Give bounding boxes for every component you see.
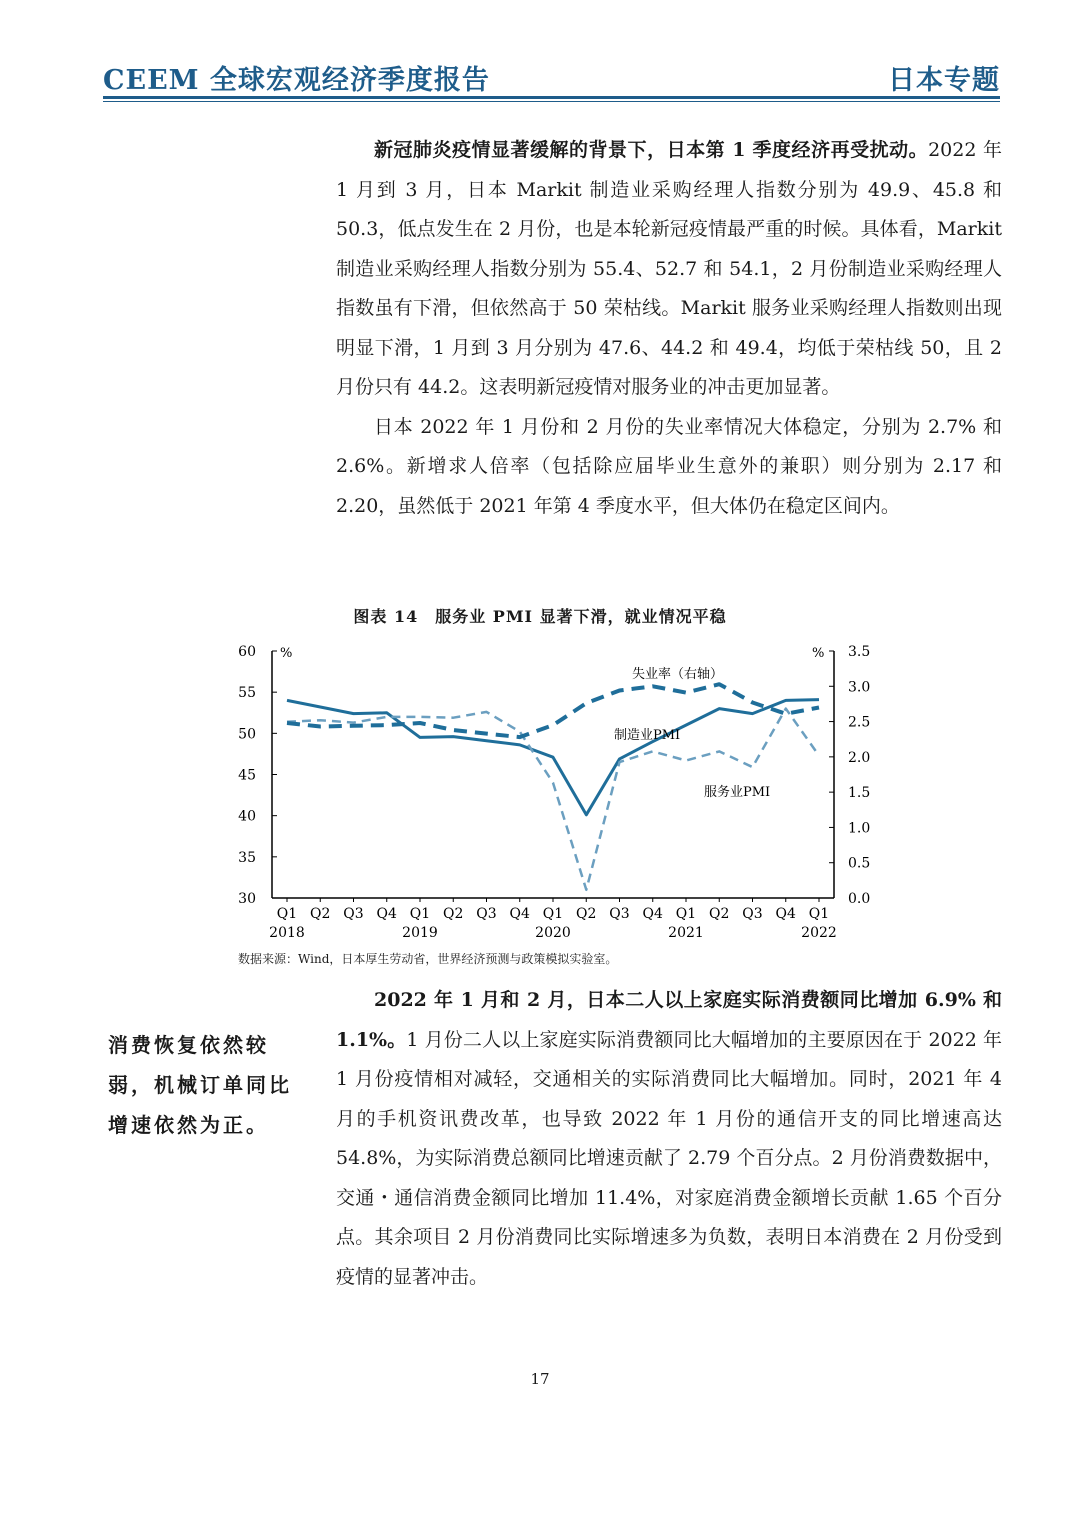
left-tick-label: 35 (238, 849, 256, 866)
left-tick-label: 50 (238, 726, 256, 743)
left-tick-label: 40 (238, 808, 256, 825)
section2-body: 1 月份二人以上家庭实际消费额同比大幅增加的主要原因在于 2022 年 1 月份疫情相对减轻，交通相关的实际消费同比大幅增加。同时，2021 年 4 月的手机资讯费改革，也导致 2022 年 1 月份的通信开支的同比增速高达 54.8%，为实际消费总额同比增速贡献了 2.79 个百分点。2 月份消费数据中，交通・通信消费金额同比增加 11.4%，对家庭消费金额增长贡献 1.65 个百分点。其余项目 2 月份消费同比实际增速多为负数，表明日本消费在 2 月份受到疫情的显著冲击。 (336, 1028, 1003, 1288)
report-title: CEEM 全球宏观经济季度报告 (103, 65, 490, 96)
services-label: 服务业PMI (704, 785, 771, 800)
unemployment-label: 失业率（右轴） (632, 667, 724, 682)
x-tick-label: Q3 (742, 906, 763, 922)
right-unit-label: % (812, 646, 825, 661)
header-divider (103, 96, 1000, 99)
x-tick-label: Q2 (310, 906, 331, 922)
x-tick-label: Q4 (775, 906, 796, 922)
x-tick-label: Q1 (542, 906, 564, 922)
section1-body: 2022 年 1 月到 3 月，日本 Markit 制造业采购经理人指数分别为 49.9、45.8 和 50.3，低点发生在 2 月份，也是本轮新冠疫情最严重的时候。具体看，Markit 制造业采购经理人指数分别为 55.4、52.7 和 54.1，2 月份制造业采购经理人指数虽有下滑，但依然高于 50 荣枯线。Markit 服务业采购经理人指数则出现明显下滑，1 月到 3 月分别为 47.6、44.2 和 49.4，均低于荣枯线 50，且 2 月份只有 44.2。这表明新冠疫情对服务业的冲击更加显著。 (336, 139, 1002, 398)
chart-axes (238, 644, 870, 941)
figure-title: 图表 14 服务业 PMI 显著下滑，就业情况平稳 (353, 607, 727, 626)
x-tick-label: Q4 (376, 906, 397, 922)
x-tick-label: Q1 (409, 906, 431, 922)
right-tick-label: 0.0 (848, 891, 871, 907)
page-number: 17 (530, 1370, 550, 1388)
header-divider-thin (103, 101, 1000, 102)
pmi-unemployment-chart (0, 630, 1080, 950)
section2-lead: 2022 年 1 月和 2 月，日本二人以上家庭实际消费额同比增加 6.9% 和 1.1%。 (336, 989, 1002, 1051)
x-year-label: 2021 (668, 925, 704, 941)
right-tick-label: 1.5 (848, 785, 871, 802)
x-tick-label: Q1 (808, 906, 830, 922)
right-tick-label: 1.0 (848, 820, 871, 837)
x-year-label: 2022 (801, 925, 837, 941)
x-tick-label: Q1 (675, 906, 697, 922)
right-tick-label: 0.5 (848, 855, 871, 872)
side-note: 消费恢复依然较弱，机械订单同比增速依然为正。 (108, 1033, 292, 1137)
section1-lead: 新冠肺炎疫情显著缓解的背景下，日本第 1 季度经济再受扰动。 (374, 139, 929, 161)
section1-text (336, 131, 1002, 526)
x-year-label: 2020 (535, 925, 571, 941)
x-tick-label: Q4 (509, 906, 530, 922)
x-tick-label: Q3 (609, 906, 630, 922)
x-tick-label: Q2 (576, 906, 597, 922)
manufacturing-label: 制造业PMI (614, 728, 681, 743)
x-tick-label: Q3 (343, 906, 364, 922)
right-tick-label: 3.5 (848, 644, 871, 660)
x-tick-label: Q2 (443, 906, 464, 922)
section1-para2: 日本 2022 年 1 月份和 2 月份的失业率情况大体稳定，分别为 2.7% 和 2.6%。新增求人倍率（包括除应届毕业生意外的兼职）则分别为 2.17 和 2.20，虽然低于 2021 年第 4 季度水平，但大体仍在稳定区间内。 (336, 415, 1002, 517)
x-year-label: 2018 (269, 925, 305, 941)
x-year-label: 2019 (402, 925, 438, 941)
left-tick-label: 55 (238, 685, 256, 702)
x-tick-label: Q1 (276, 906, 298, 922)
right-tick-label: 2.5 (848, 714, 871, 731)
left-unit-label: % (280, 646, 293, 661)
left-tick-label: 60 (238, 644, 256, 660)
section2-text (336, 981, 1002, 1297)
left-tick-label: 45 (238, 767, 256, 784)
x-tick-label: Q3 (476, 906, 497, 922)
right-tick-label: 3.0 (848, 679, 871, 696)
section-title: 日本专题 (888, 65, 1000, 96)
chart-marks (287, 666, 819, 890)
right-tick-label: 2.0 (848, 749, 871, 766)
left-tick-label: 30 (238, 891, 256, 907)
figure-source: 数据来源：Wind，日本厚生劳动省，世界经济预测与政策模拟实验室。 (238, 952, 618, 966)
x-tick-label: Q2 (709, 906, 730, 922)
x-tick-label: Q4 (642, 906, 663, 922)
